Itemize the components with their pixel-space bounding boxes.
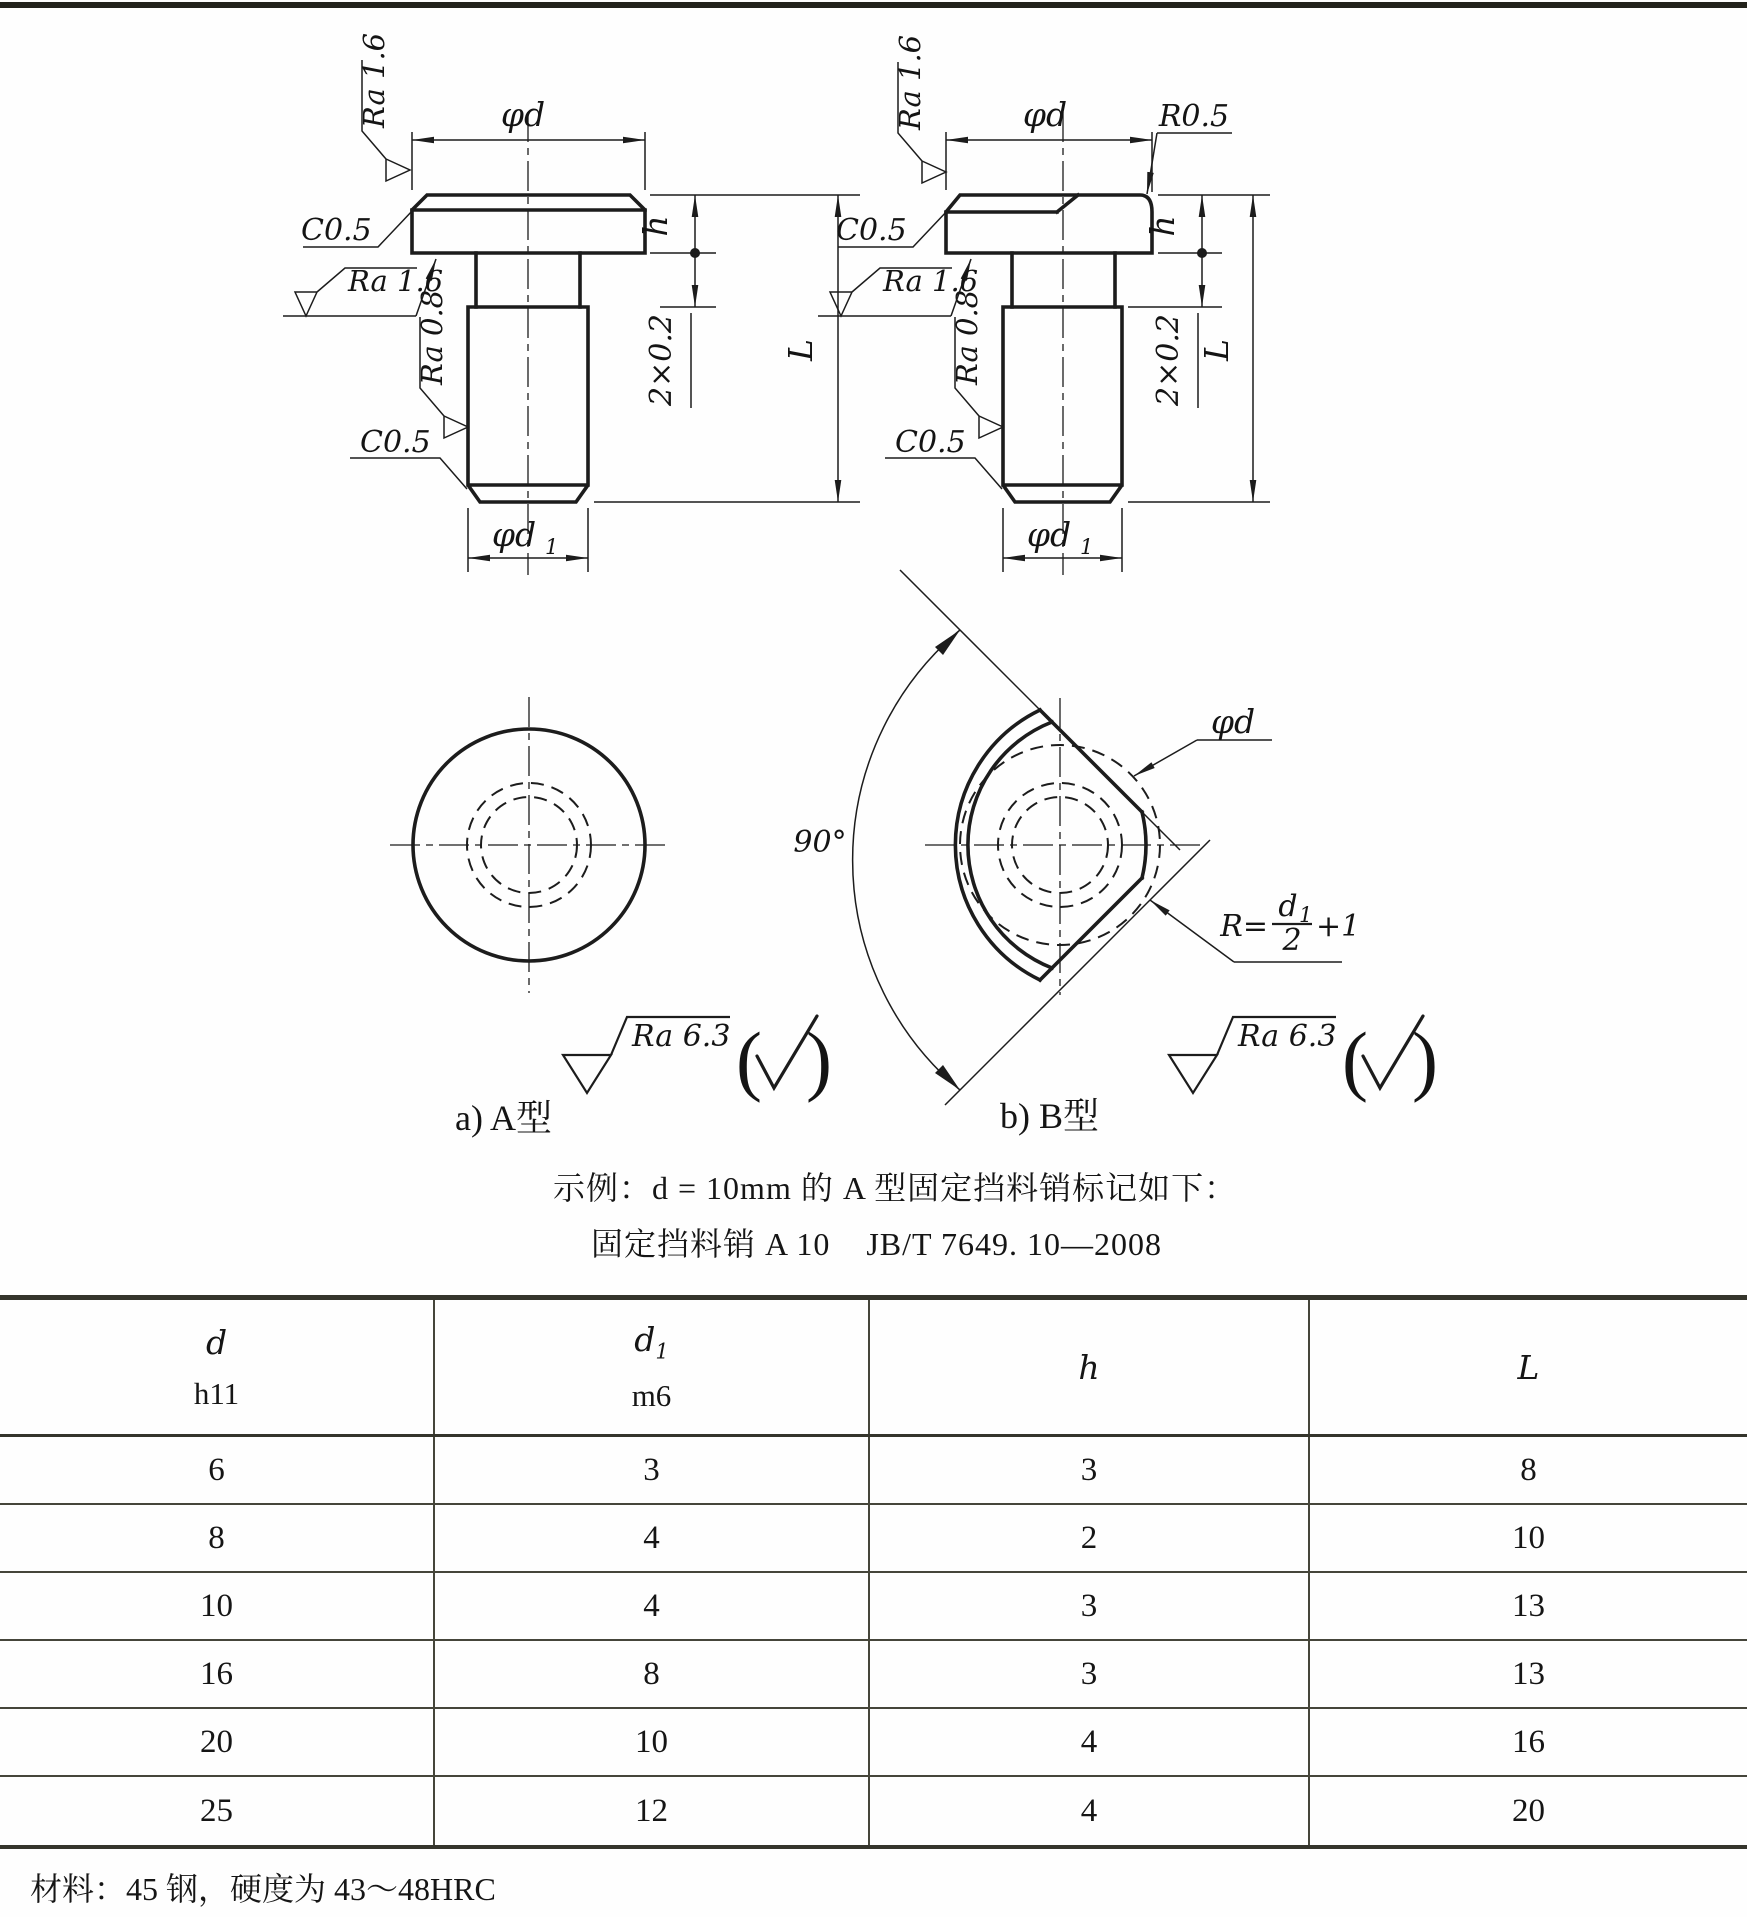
- dim-L-b: L: [1197, 339, 1236, 361]
- table-footnote-row: [0, 1847, 1747, 1917]
- svg-text:1: 1: [1299, 903, 1313, 927]
- example-line-1: 示例：d = 10mm 的 A 型固定挡料销标记如下：: [553, 1170, 1238, 1206]
- material-note: 材料：45 钢，硬度为 43～48HRC: [30, 1871, 496, 1907]
- view-a-bottom: [390, 697, 668, 993]
- dim-L-a: L: [781, 339, 820, 361]
- svg-text:d: d: [1278, 889, 1298, 924]
- svg-text:Ra 1.6: Ra 1.6: [357, 32, 391, 128]
- flat-angle-label: 90°: [793, 825, 847, 860]
- svg-text:R=: R=: [1220, 909, 1268, 944]
- dim-dot-b: [1197, 248, 1207, 258]
- roughness-symbol-top-b: [893, 35, 946, 183]
- dim-groove-b: 2×0.2: [1151, 314, 1186, 406]
- dim-phi-d-b: φd: [1022, 95, 1068, 134]
- angle-arrow-top: [935, 630, 960, 655]
- chamfer-top-label-a: C0.5: [301, 213, 372, 248]
- chamfer-bottom-label-a: C0.5: [360, 425, 431, 460]
- header-d: d h11: [0, 1298, 434, 1436]
- dim-phi-d1-a: φd: [491, 515, 537, 554]
- phi-d-ref-label: φd: [1210, 702, 1256, 741]
- view-a-front: [283, 33, 860, 575]
- dim-phi-d1-b-sub: 1: [1080, 535, 1094, 559]
- header-d1: $d_1$ m6: [434, 1298, 869, 1436]
- table-row: 8 4 2 10: [0, 1504, 1747, 1572]
- dim-h-b: h: [1143, 215, 1182, 237]
- note-open-paren-b: (: [1342, 1016, 1368, 1103]
- view-b-front: [818, 35, 1270, 575]
- svg-text:Ra 1.6: Ra 1.6: [348, 264, 444, 298]
- svg-text:Ra 0.8: Ra 0.8: [950, 289, 984, 385]
- spec-table: [0, 1295, 1747, 1917]
- caption-view-b: b) B型: [1000, 1096, 1100, 1136]
- radius-formula: [1150, 889, 1360, 962]
- dim-groove-a: 2×0.2: [644, 314, 679, 406]
- dim-phi-d1-b: φd: [1026, 515, 1072, 554]
- table-row: 20 10 4 16: [0, 1708, 1747, 1776]
- table-row: 25 12 4 20: [0, 1776, 1747, 1847]
- svg-text:Ra 6.3: Ra 6.3: [632, 1019, 731, 1054]
- corner-radius-label: R0.5: [1158, 99, 1230, 134]
- chamfer-top-label-b: C0.5: [836, 213, 907, 248]
- table-header-row: [0, 1298, 1747, 1436]
- roughness-symbol-shaft-a: [415, 290, 468, 438]
- chamfer-bottom-label-b: C0.5: [895, 425, 966, 460]
- roughness-symbol-top-a: [357, 33, 410, 181]
- note-close-paren-a: ): [806, 1016, 832, 1103]
- svg-text:Ra 1.6: Ra 1.6: [883, 264, 979, 298]
- table-row: 6 3 3 8: [0, 1436, 1747, 1505]
- dim-phi-d-a: φd: [500, 95, 546, 134]
- svg-text:2: 2: [1282, 923, 1302, 958]
- svg-text:Ra 6.3: Ra 6.3: [1238, 1019, 1337, 1054]
- dim-dot-a: [690, 248, 700, 258]
- general-roughness-a: [563, 1016, 832, 1103]
- angle-arrow-bottom: [935, 1065, 960, 1090]
- dim-h-a: h: [636, 215, 675, 237]
- header-L: L: [1309, 1298, 1747, 1436]
- example-line-2: 固定挡料销 A 10 JB/T 7649. 10—2008: [591, 1226, 1163, 1262]
- header-h: h: [869, 1298, 1309, 1436]
- svg-text:+1: +1: [1316, 909, 1361, 944]
- caption-view-a: a) A型: [455, 1098, 552, 1138]
- general-roughness-b: [1169, 1016, 1438, 1103]
- table-row: 10 4 3 13: [0, 1572, 1747, 1640]
- dim-phi-d1-a-sub: 1: [545, 535, 559, 559]
- svg-text:Ra 0.8: Ra 0.8: [415, 289, 449, 385]
- note-open-paren-a: (: [736, 1016, 762, 1103]
- svg-text:Ra 1.6: Ra 1.6: [893, 34, 927, 130]
- note-close-paren-b: ): [1412, 1016, 1438, 1103]
- roughness-symbol-shaft-b: [950, 290, 1003, 438]
- table-row: 16 8 3 13: [0, 1640, 1747, 1708]
